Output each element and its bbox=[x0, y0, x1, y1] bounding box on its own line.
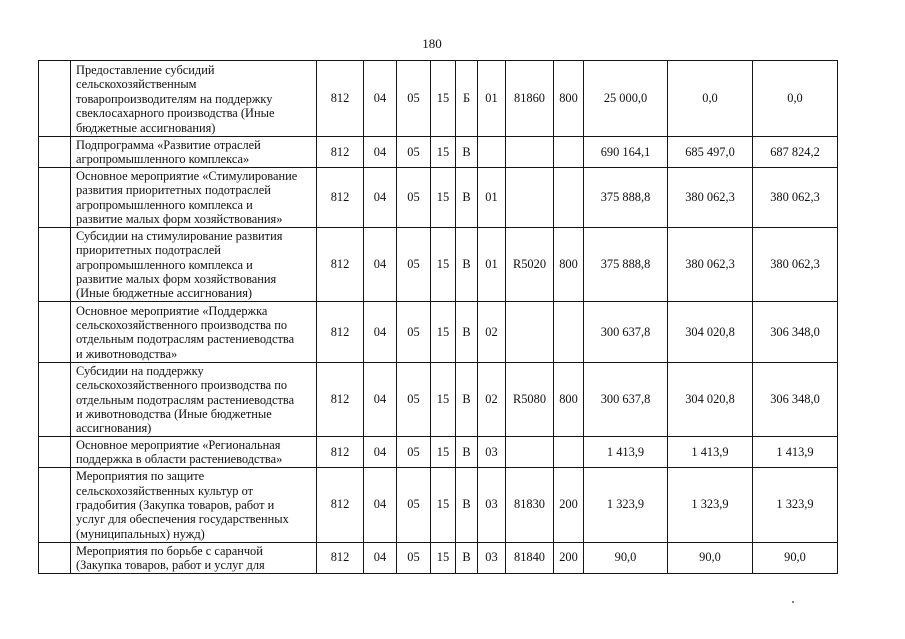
activity-cell: 03 bbox=[478, 467, 506, 542]
ministry-code-cell: 812 bbox=[317, 227, 364, 301]
direction-cell: R5080 bbox=[506, 362, 554, 436]
item-name-cell bbox=[71, 362, 317, 436]
section-cell: 04 bbox=[364, 542, 397, 573]
item-name-line: сельскохозяйственного производства по bbox=[76, 378, 288, 393]
item-name-line: (муниципальных) нужд) bbox=[76, 526, 205, 541]
subprogram-cell: Б bbox=[456, 61, 478, 137]
expense-type-cell bbox=[554, 137, 584, 168]
expense-type-cell: 800 bbox=[554, 227, 584, 301]
item-name-line: приоритетных подотраслей bbox=[76, 243, 221, 258]
item-name-line: сельскохозяйственным bbox=[76, 77, 197, 92]
table-row bbox=[39, 542, 838, 573]
budget-table bbox=[38, 60, 838, 574]
row-marker-cell bbox=[39, 542, 71, 573]
amount-year3-cell: 0,0 bbox=[753, 61, 838, 137]
subprogram-cell: В bbox=[456, 137, 478, 168]
item-name-line: градобития (Закупка товаров, работ и bbox=[76, 497, 275, 512]
amount-year3-cell: 687 824,2 bbox=[753, 137, 838, 168]
activity-cell bbox=[478, 137, 506, 168]
activity-cell: 01 bbox=[478, 61, 506, 137]
table-row bbox=[39, 362, 838, 436]
amount-year3-cell: 306 348,0 bbox=[753, 301, 838, 362]
section-cell: 04 bbox=[364, 137, 397, 168]
item-name-line: поддержка в области растениеводства» bbox=[76, 452, 283, 467]
item-name-line: сельскохозяйственного производства по bbox=[76, 317, 288, 332]
section-cell: 04 bbox=[364, 467, 397, 542]
item-name-line: Мероприятия по борьбе с саранчой bbox=[76, 543, 263, 558]
subprogram-cell: В bbox=[456, 542, 478, 573]
item-name-line: развитие малых форм хозяйствования bbox=[76, 272, 277, 287]
amount-year2-cell: 90,0 bbox=[668, 542, 753, 573]
amount-year2-cell: 1 323,9 bbox=[668, 467, 753, 542]
amount-year3-cell: 380 062,3 bbox=[753, 167, 838, 227]
item-name-line: Субсидии на поддержку bbox=[76, 363, 204, 378]
table-row bbox=[39, 137, 838, 168]
row-marker-cell bbox=[39, 467, 71, 542]
amount-year3-cell: 1 413,9 bbox=[753, 436, 838, 467]
direction-cell bbox=[506, 167, 554, 227]
amount-year1-cell: 1 323,9 bbox=[584, 467, 668, 542]
subsection-cell: 05 bbox=[397, 542, 431, 573]
page-number: 180 bbox=[422, 36, 442, 51]
subprogram-cell: В bbox=[456, 167, 478, 227]
amount-year2-cell: 380 062,3 bbox=[668, 167, 753, 227]
subsection-cell: 05 bbox=[397, 227, 431, 301]
amount-year1-cell: 90,0 bbox=[584, 542, 668, 573]
amount-year3-cell: 1 323,9 bbox=[753, 467, 838, 542]
table-row bbox=[39, 227, 838, 301]
program-cell: 15 bbox=[431, 542, 456, 573]
subprogram-cell: В bbox=[456, 301, 478, 362]
amount-year2-cell: 380 062,3 bbox=[668, 227, 753, 301]
expense-type-cell bbox=[554, 301, 584, 362]
program-cell: 15 bbox=[431, 227, 456, 301]
ministry-code-cell: 812 bbox=[317, 436, 364, 467]
item-name-line: Основное мероприятие «Поддержка bbox=[76, 303, 268, 318]
item-name-line: агропромышленного комплекса и bbox=[76, 257, 253, 272]
section-cell: 04 bbox=[364, 61, 397, 137]
amount-year2-cell: 1 413,9 bbox=[668, 436, 753, 467]
subprogram-cell: В bbox=[456, 227, 478, 301]
direction-cell: 81840 bbox=[506, 542, 554, 573]
amount-year3-cell: 380 062,3 bbox=[753, 227, 838, 301]
amount-year1-cell: 300 637,8 bbox=[584, 362, 668, 436]
expense-type-cell: 200 bbox=[554, 542, 584, 573]
row-marker-cell bbox=[39, 227, 71, 301]
subsection-cell: 05 bbox=[397, 61, 431, 137]
item-name-line: Мероприятия по защите bbox=[76, 469, 205, 484]
item-name-line: развитие малых форм хозяйствования» bbox=[76, 212, 283, 227]
direction-cell: R5020 bbox=[506, 227, 554, 301]
item-name-line: свеклосахарного производства (Иные bbox=[76, 106, 275, 121]
row-marker-cell bbox=[39, 137, 71, 168]
item-name-line: отдельным подотраслям растениеводства bbox=[76, 392, 295, 407]
item-name-line: и животноводства» bbox=[76, 346, 178, 361]
subsection-cell: 05 bbox=[397, 167, 431, 227]
item-name-line: Подпрограмма «Развитие отраслей bbox=[76, 138, 261, 152]
subsection-cell: 05 bbox=[397, 301, 431, 362]
amount-year2-cell: 685 497,0 bbox=[668, 137, 753, 168]
item-name-line: Предоставление субсидий bbox=[76, 62, 215, 77]
row-marker-cell bbox=[39, 167, 71, 227]
scan-speck bbox=[792, 601, 794, 603]
item-name-line: Основное мероприятие «Стимулирование bbox=[76, 169, 298, 183]
section-cell: 04 bbox=[364, 301, 397, 362]
ministry-code-cell: 812 bbox=[317, 61, 364, 137]
item-name-cell bbox=[71, 542, 317, 573]
section-cell: 04 bbox=[364, 167, 397, 227]
item-name-line: ассигнования) bbox=[76, 421, 152, 436]
row-marker-cell bbox=[39, 362, 71, 436]
amount-year2-cell: 304 020,8 bbox=[668, 362, 753, 436]
ministry-code-cell: 812 bbox=[317, 301, 364, 362]
item-name-line: (Иные бюджетные ассигнования) bbox=[76, 286, 253, 301]
subprogram-cell: В bbox=[456, 436, 478, 467]
item-name-line: и животноводства (Иные бюджетные bbox=[76, 407, 272, 422]
ministry-code-cell: 812 bbox=[317, 542, 364, 573]
amount-year1-cell: 375 888,8 bbox=[584, 167, 668, 227]
subsection-cell: 05 bbox=[397, 467, 431, 542]
amount-year1-cell: 1 413,9 bbox=[584, 436, 668, 467]
amount-year1-cell: 300 637,8 bbox=[584, 301, 668, 362]
activity-cell: 02 bbox=[478, 362, 506, 436]
item-name-cell bbox=[71, 167, 317, 227]
budget-table-body bbox=[39, 61, 838, 574]
table-row bbox=[39, 467, 838, 542]
item-name-line: развития приоритетных подотраслей bbox=[76, 183, 271, 198]
amount-year3-cell: 306 348,0 bbox=[753, 362, 838, 436]
amount-year2-cell: 0,0 bbox=[668, 61, 753, 137]
expense-type-cell: 800 bbox=[554, 362, 584, 436]
subprogram-cell: В bbox=[456, 467, 478, 542]
item-name-line: агропромышленного комплекса» bbox=[76, 152, 250, 167]
direction-cell bbox=[506, 436, 554, 467]
expense-type-cell: 800 bbox=[554, 61, 584, 137]
activity-cell: 03 bbox=[478, 436, 506, 467]
program-cell: 15 bbox=[431, 167, 456, 227]
subprogram-cell: В bbox=[456, 362, 478, 436]
item-name-cell bbox=[71, 137, 317, 168]
subsection-cell: 05 bbox=[397, 137, 431, 168]
table-row bbox=[39, 301, 838, 362]
ministry-code-cell: 812 bbox=[317, 467, 364, 542]
program-cell: 15 bbox=[431, 61, 456, 137]
activity-cell: 02 bbox=[478, 301, 506, 362]
item-name-line: Субсидии на стимулирование развития bbox=[76, 228, 283, 243]
item-name-cell bbox=[71, 61, 317, 137]
item-name-line: услуг для обеспечения государственных bbox=[76, 512, 289, 527]
section-cell: 04 bbox=[364, 436, 397, 467]
activity-cell: 03 bbox=[478, 542, 506, 573]
row-marker-cell bbox=[39, 436, 71, 467]
program-cell: 15 bbox=[431, 362, 456, 436]
program-cell: 15 bbox=[431, 301, 456, 362]
item-name-line: агропромышленного комплекса и bbox=[76, 197, 253, 212]
direction-cell: 81830 bbox=[506, 467, 554, 542]
table-row bbox=[39, 167, 838, 227]
item-name-cell bbox=[71, 301, 317, 362]
table-row bbox=[39, 436, 838, 467]
item-name-line: (Закупка товаров, работ и услуг для bbox=[76, 558, 265, 573]
table-row bbox=[39, 61, 838, 137]
amount-year1-cell: 690 164,1 bbox=[584, 137, 668, 168]
amount-year3-cell: 90,0 bbox=[753, 542, 838, 573]
item-name-line: отдельным подотраслям растениеводства bbox=[76, 332, 295, 347]
direction-cell bbox=[506, 137, 554, 168]
subsection-cell: 05 bbox=[397, 436, 431, 467]
program-cell: 15 bbox=[431, 467, 456, 542]
amount-year2-cell: 304 020,8 bbox=[668, 301, 753, 362]
section-cell: 04 bbox=[364, 227, 397, 301]
item-name-line: бюджетные ассигнования) bbox=[76, 120, 216, 135]
section-cell: 04 bbox=[364, 362, 397, 436]
program-cell: 15 bbox=[431, 436, 456, 467]
item-name-line: товаропроизводителям на поддержку bbox=[76, 91, 273, 106]
direction-cell: 81860 bbox=[506, 61, 554, 137]
item-name-cell bbox=[71, 467, 317, 542]
ministry-code-cell: 812 bbox=[317, 167, 364, 227]
item-name-line: Основное мероприятие «Региональная bbox=[76, 437, 281, 452]
row-marker-cell bbox=[39, 301, 71, 362]
expense-type-cell bbox=[554, 436, 584, 467]
item-name-line: сельскохозяйственных культур от bbox=[76, 483, 254, 498]
amount-year1-cell: 25 000,0 bbox=[584, 61, 668, 137]
program-cell: 15 bbox=[431, 137, 456, 168]
activity-cell: 01 bbox=[478, 167, 506, 227]
item-name-cell bbox=[71, 227, 317, 301]
activity-cell: 01 bbox=[478, 227, 506, 301]
subsection-cell: 05 bbox=[397, 362, 431, 436]
ministry-code-cell: 812 bbox=[317, 362, 364, 436]
ministry-code-cell: 812 bbox=[317, 137, 364, 168]
amount-year1-cell: 375 888,8 bbox=[584, 227, 668, 301]
expense-type-cell: 200 bbox=[554, 467, 584, 542]
row-marker-cell bbox=[39, 61, 71, 137]
item-name-cell bbox=[71, 436, 317, 467]
direction-cell bbox=[506, 301, 554, 362]
expense-type-cell bbox=[554, 167, 584, 227]
